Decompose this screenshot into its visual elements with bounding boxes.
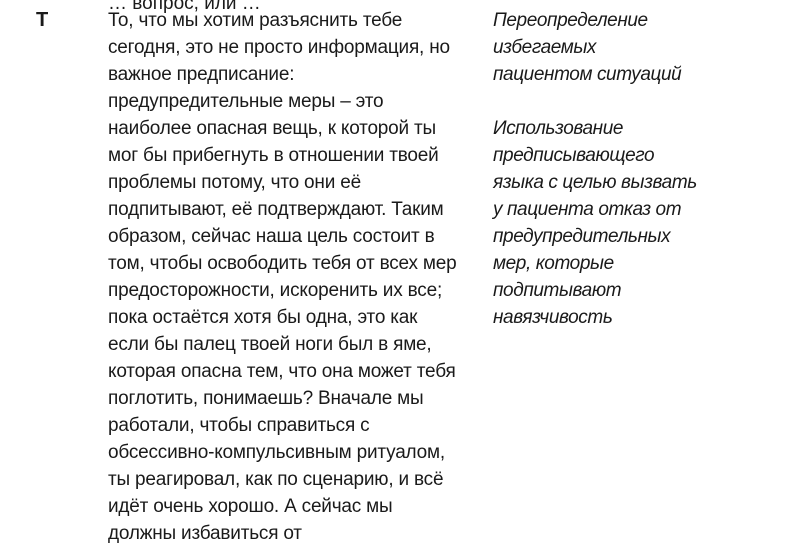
commentary-column [493, 7, 783, 358]
commentary-line: навязчивость [493, 307, 613, 328]
clipped-previous-line: … вопрос, или … [108, 0, 261, 14]
commentary-line: мер, которые [493, 253, 614, 274]
dialogue-line: То, что мы хотим разъяснить тебе [108, 10, 403, 31]
dialogue-line: сегодня, это не просто информация, но [108, 37, 450, 58]
commentary-line: Переопределение [493, 10, 648, 31]
dialogue-line: поглотить, понимаешь? Вначале мы [108, 388, 424, 409]
dialogue-line: проблемы потому, что они её [108, 172, 361, 193]
dialogue-line: предосторожности, искоренить их все; [108, 280, 443, 301]
dialogue-line: важное предписание: [108, 64, 295, 85]
commentary-line: подпитывают [493, 280, 622, 301]
speaker-label: T [36, 9, 49, 31]
commentary-line: Использование [493, 118, 624, 139]
commentary-line: языка с целью вызвать [493, 172, 697, 193]
commentary-line: предписывающего [493, 145, 655, 166]
dialogue-line: том, чтобы освободить тебя от всех мер [108, 253, 457, 274]
dialogue-line: предупредительные меры – это [108, 91, 384, 112]
dialogue-line: должны избавиться от [108, 523, 302, 544]
commentary-line: пациентом ситуаций [493, 64, 682, 85]
dialogue-line: подпитывают, её подтверждают. Таким [108, 199, 444, 220]
commentary-note-reframing [493, 7, 783, 88]
dialogue-line: которая опасна тем, что она может тебя [108, 361, 456, 382]
dialogue-text [108, 7, 478, 547]
commentary-line: у пациента отказ от [493, 199, 682, 220]
dialogue-line: идёт очень хорошо. А сейчас мы [108, 496, 393, 517]
commentary-line: предупредительных [493, 226, 671, 247]
dialogue-line: работали, чтобы справиться с [108, 415, 370, 436]
dialogue-line: если бы палец твоей ноги был в яме, [108, 334, 432, 355]
dialogue-line: мог бы прибегнуть в отношении твоей [108, 145, 439, 166]
dialogue-line: ты реагировал, как по сценарию, и всё [108, 469, 444, 490]
commentary-line: избегаемых [493, 37, 597, 58]
dialogue-line: наиболее опасная вещь, к которой ты [108, 118, 436, 139]
dialogue-line: обсессивно-компульсивным ритуалом, [108, 442, 445, 463]
dialogue-line: образом, сейчас наша цель состоит в [108, 226, 435, 247]
commentary-note-prescriptive-language [493, 115, 783, 331]
dialogue-line: пока остаётся хотя бы одна, это как [108, 307, 418, 328]
